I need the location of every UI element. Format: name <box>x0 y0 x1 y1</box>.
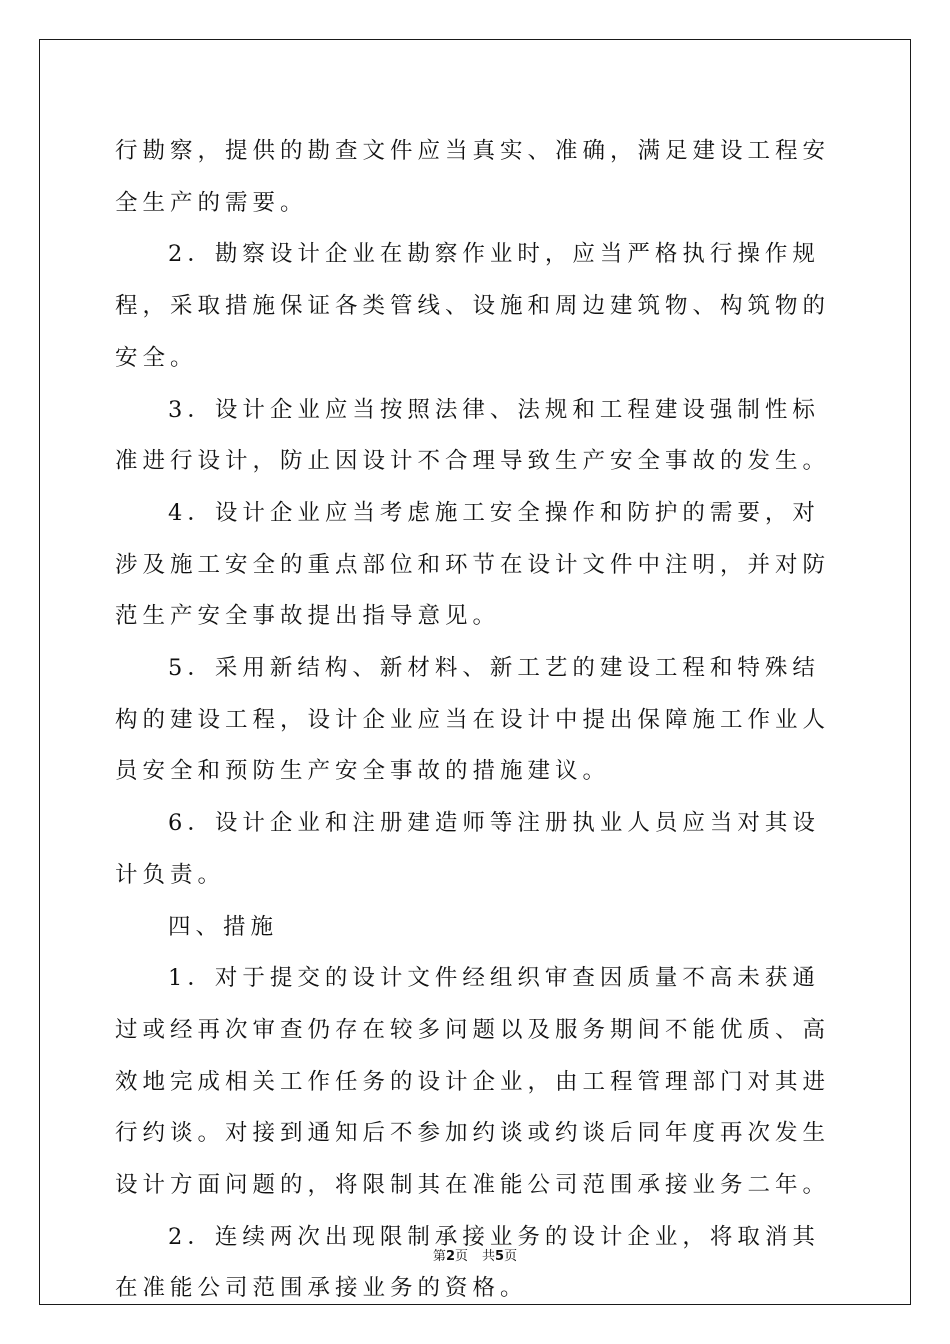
page-prefix: 第 <box>432 1249 446 1264</box>
paragraph-1: 行勘察，提供的勘查文件应当真实、准确，满足建设工程安全生产的需要。 <box>115 138 831 216</box>
paragraph-4: 4．设计企业应当考虑施工安全操作和防护的需要，对涉及施工安全的重点部位和环节在设计文件中注明，并对防范生产安全事故提出指导意见。 <box>115 499 831 630</box>
total-suffix: 页 <box>504 1249 518 1264</box>
document-body <box>115 126 837 1315</box>
paragraph-6: 6．设计企业和注册建造师等注册执业人员应当对其设计负责。 <box>115 810 820 888</box>
page-footer <box>0 1245 950 1264</box>
page-suffix: 页 <box>454 1249 468 1264</box>
paragraph-3: 3．设计企业应当按照法律、法规和工程建设强制性标准进行设计，防止因设计不合理导致生产安全事故的发生。 <box>115 396 831 475</box>
paragraph-5: 5．采用新结构、新材料、新工艺的建设工程和特殊结构的建设工程，设计企业应当在设计中提出保障施工作业人员安全和预防生产安全事故的措施建议。 <box>115 655 831 785</box>
total-prefix: 共 <box>482 1249 496 1264</box>
page-number: 2 <box>445 1249 455 1264</box>
paragraph-9: 2．连续两次出现限制承接业务的设计企业，将取消其在准能公司范围承接业务的资格。 <box>115 1223 820 1302</box>
paragraph-8: 1．对于提交的设计文件经组织审查因质量不高未获通过或经再次审查仍存在较多问题以及服务期间不能优质、高效地完成相关工作任务的设计企业，由工程管理部门对其进行约谈。对接到通知后不参加约谈或约谈后同年度再次发生设计方面问题的，将限制其在准能公司范围承接业务二年。 <box>115 965 831 1199</box>
paragraph-2: 2．勘察设计企业在勘察作业时，应当严格执行操作规程，采取措施保证各类管线、设施和周边建筑物、构筑物的安全。 <box>115 241 831 371</box>
section-heading-measures: 四、措施 <box>168 913 279 940</box>
total-pages: 5 <box>495 1249 505 1264</box>
